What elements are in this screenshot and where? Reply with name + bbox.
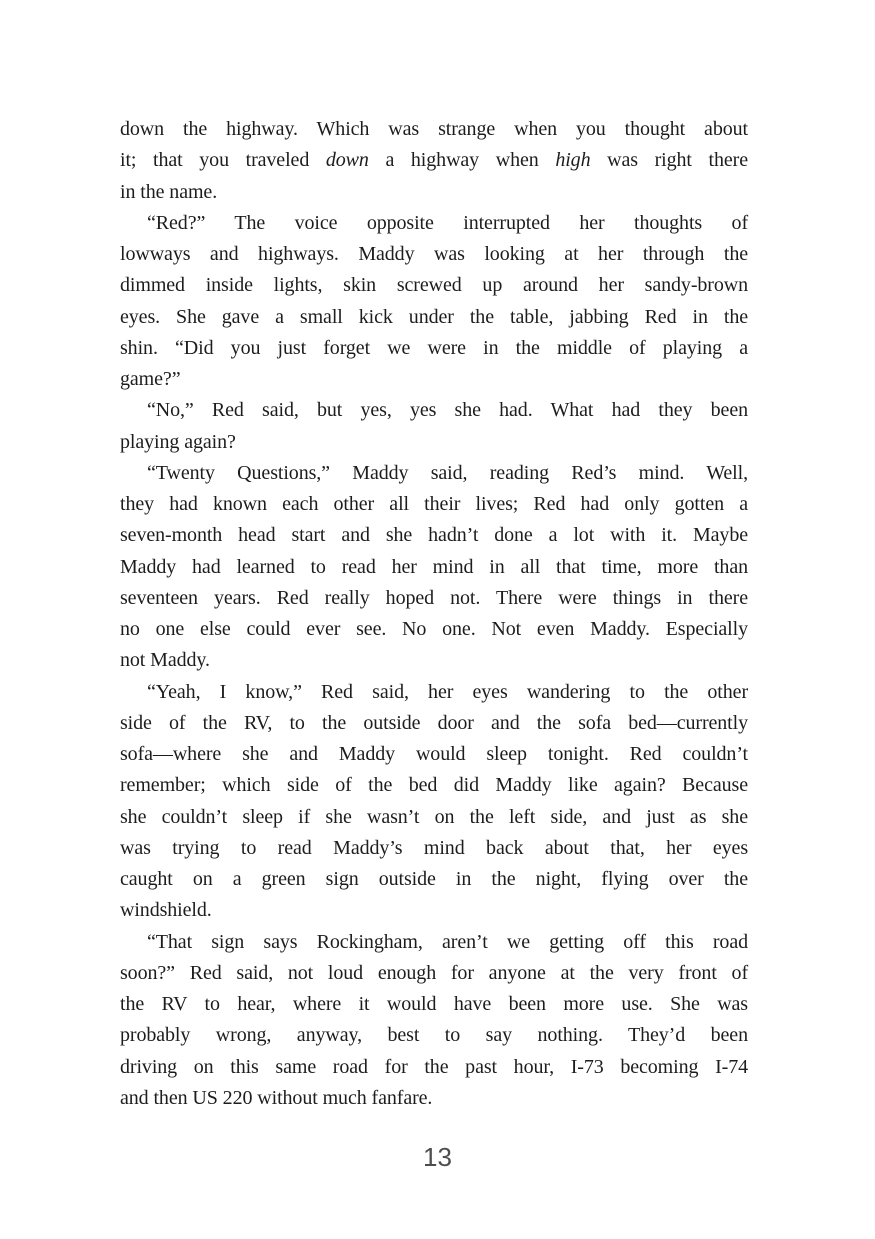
text-line — [120, 739, 748, 770]
text-line — [120, 958, 748, 989]
italic-text: down — [325, 149, 369, 172]
text-line — [120, 708, 748, 739]
text-segment: side of the RV, to the outside door and the sofa bed—currently — [120, 711, 748, 734]
text-segment: “That sign says Rockingham, aren’t we getting off this road — [147, 930, 748, 953]
text-line — [120, 145, 748, 176]
italic-text: high — [555, 149, 591, 172]
text-segment: “Twenty Questions,” Maddy said, reading Red’s mind. Well, — [147, 461, 748, 484]
page-text — [120, 114, 748, 1114]
text-line — [120, 302, 748, 333]
text-line — [120, 1052, 748, 1083]
text-segment: windshield. — [120, 899, 212, 922]
text-line — [120, 677, 748, 708]
text-segment: sofa—where she and Maddy would sleep tonight. Red couldn’t — [120, 743, 748, 765]
text-segment: dimmed inside lights, skin screwed up around her sandy-brown — [120, 274, 748, 297]
text-line — [120, 1083, 748, 1114]
text-segment: eyes. She gave a small kick under the table, jabbing Red in the — [120, 305, 748, 328]
text-segment: “Yeah, I know,” Red said, her eyes wandering to the other — [147, 680, 748, 703]
text-line — [120, 927, 748, 958]
text-line — [120, 114, 748, 145]
text-line — [120, 770, 748, 801]
text-segment: the RV to hear, where it would have been more use. She was — [120, 993, 748, 1015]
text-segment: no one else could ever see. No one. Not even Maddy. Especially — [120, 618, 748, 640]
text-line — [120, 833, 748, 864]
text-segment: and then US 220 without much fanfare. — [120, 1086, 433, 1109]
text-segment: soon?” Red said, not loud enough for anyone at the very front of — [120, 961, 748, 984]
text-line — [120, 177, 748, 208]
text-line — [120, 364, 748, 395]
text-line — [120, 427, 748, 458]
text-segment: probably wrong, anyway, best to say nothing. They’d been — [120, 1024, 748, 1047]
text-segment: in the name. — [120, 180, 218, 203]
text-line — [120, 989, 748, 1020]
text-segment: was right there — [590, 149, 748, 172]
text-segment: was trying to read Maddy’s mind back about that, her eyes — [120, 836, 748, 859]
text-segment: seven-month head start and she hadn’t done a lot with it. Maybe — [120, 524, 748, 547]
text-segment: seventeen years. Red really hoped not. There were things in there — [120, 586, 748, 609]
text-segment: lowways and highways. Maddy was looking at her through the — [120, 243, 748, 265]
text-line — [120, 802, 748, 833]
text-line — [120, 895, 748, 926]
text-line — [120, 208, 748, 239]
text-segment: caught on a green sign outside in the night, flying over the — [120, 868, 748, 890]
text-line — [120, 489, 748, 520]
text-segment: down the highway. Which was strange when you thought about — [120, 118, 748, 140]
text-line — [120, 333, 748, 364]
text-segment: “Red?” The voice opposite interrupted her thoughts of — [147, 211, 748, 234]
text-segment: shin. “Did you just forget we were in the middle of playing a — [120, 336, 748, 359]
page-number: 13 — [423, 1142, 452, 1172]
text-line — [120, 520, 748, 551]
text-segment: Maddy had learned to read her mind in all that time, more than — [120, 555, 748, 578]
text-segment: they had known each other all their lives; Red had only gotten a — [120, 493, 748, 515]
text-line — [120, 1020, 748, 1051]
text-line — [120, 864, 748, 895]
text-segment: a highway when — [368, 149, 556, 172]
text-segment: remember; which side of the bed did Maddy like again? Because — [120, 774, 748, 797]
text-line — [120, 239, 748, 270]
text-line — [120, 395, 748, 426]
text-line — [120, 270, 748, 301]
text-segment: playing again? — [120, 430, 236, 453]
text-segment: it; that you traveled — [120, 149, 326, 172]
text-line — [120, 552, 748, 583]
text-segment: “No,” Red said, but yes, yes she had. What had they been — [147, 399, 748, 422]
text-segment: not Maddy. — [120, 649, 210, 672]
text-segment: game?” — [120, 368, 181, 390]
text-segment: driving on this same road for the past hour, I-73 becoming I-74 — [120, 1055, 748, 1078]
text-line — [120, 614, 748, 645]
text-segment: she couldn’t sleep if she wasn’t on the left side, and just as she — [120, 805, 748, 828]
text-line — [120, 583, 748, 614]
text-line — [120, 645, 748, 676]
text-line — [120, 458, 748, 489]
